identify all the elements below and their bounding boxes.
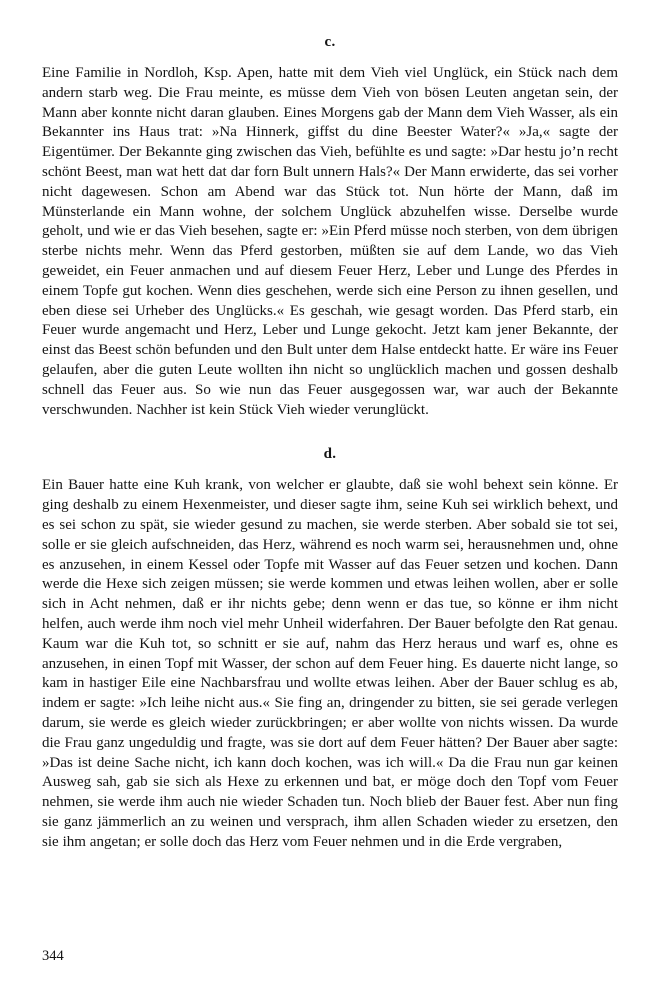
section-heading: c. bbox=[324, 34, 336, 50]
section-heading: d. bbox=[323, 446, 337, 463]
section-paragraph: Ein Bauer hatte eine Kuh krank, von welcher er glaubte, daß sie wohl behext sein könne. Er ging deshalb zu einem Hexenmeister, und dieser sagte ihm, seine Kuh sei wirklich behext, und es sei schon zu spät, sie wieder gesund zu machen, sie werde sterben. Aber sobald sie tot sei, solle er sie gleich aufschneiden, das Herz, während es noch warm sei, herausnehmen und, ohne es anzusehen, in einem Kessel oder Topfe mit Wasser auf das Feuer setzen und kochen. Dann werde die Hexe sich zeigen müssen; sie werde kommen und etwas leihen wollen, aber er solle sich in Acht nehmen, daß er ihr nichts gebe; denn wenn er das tue, so könne er ihm nicht helfen, auch werde ihm noch viel mehr Unheil widerfahren. Der Bauer befolgte den Rat genau. Kaum war die Kuh tot, so schnitt er sie auf, nahm das Herz heraus und warf es, ohne es anzusehen, in einen Topf mit Wasser, der schon auf dem Feuer hing. Es dauerte nicht lange, so kam in hastiger Eile eine Nachbarsfrau und wollte etwas leihen. Aber der Bauer schlug es ab, indem er sagte: »Ich leihe nicht aus.« Sie fing an, dringender zu bitten, sie sei gerade verlegen darum, sie werde es gleich wieder zurückbringen; er aber wollte von nichts wissen. Da wurde die Frau ganz ungeduldig und fragte, was sie dort auf dem Feuer hätten? Der Bauer aber sagte: »Das ist deine Sache nicht, ich kann doch kochen, was ich will.« Da die Frau nun gar keinen Ausweg sah, gab sie sich als Hexe zu erkennen und bat, er möge doch den Topf vom Feuer nehmen, sie werde ihm auch nie wieder Schaden tun. Noch blieb der Bauer fest. Aber nun fing sie ganz jämmerlich an zu weinen und versprach, ihm allen Schaden wieder zu ersetzen, den sie ihm angetan; er solle doch das Herz vom Feuer nehmen und in die Erde vergraben, bbox=[42, 477, 618, 850]
story-section-c bbox=[42, 34, 618, 420]
section-paragraph: Eine Familie in Nordloh, Ksp. Apen, hatte mit dem Vieh viel Unglück, ein Stück nach dem andern starb weg. Die Frau meinte, es müsse dem Vieh von bösen Leuten angetan sein, der Mann aber konnte nicht daran glauben. Eines Morgens gab der Mann dem Vieh Wasser, als ein Bekannter ins Haus trat: »Na Hinnerk, giffst du dine Beester Water?« »Ja,« sagte der Eigentümer. Der Bekannte ging zwischen das Vieh, befühlte es und sagte: »Dar hestu jo’n recht schönt Beest, man wat hett dat dar forn Bult unnern Hals?« Der Mann erwiderte, das sei vorher nicht dagewesen. Schon am Abend war das Stück tot. Nun hörte der Mann, daß im Münsterlande ein Mann wohne, der solchem Unglück abzuhelfen wisse. Derselbe wurde geholt, und wie er das Vieh besehen, sagte er: »Ein Pferd müsse noch sterben, von dem übrigen sterbe nichts mehr. Wenn das Pferd gestorben, müßten sie auf dem Lande, wo das Vieh geweidet, ein Feuer anmachen und auf diesem Feuer Herz, Leber und Lunge des Pferdes in einem Topfe gut kochen. Wenn dies geschehen, werde sich eine Person zu ihnen gesellen, und eben diese sei Urheber des Unglücks.« Es geschah, wie gesagt worden. Das Pferd starb, ein Feuer wurde angemacht und Herz, Leber und Lunge gekocht. Jetzt kam jener Bekannte, der einst das Beest schön befunden und den Bult unter dem Halse entdeckt hatte. Er wäre ins Feuer gelaufen, aber die guten Leute wollten ihn nicht so unglücklich machen und gossen deshalb schnell das Feuer aus. So wie nun das Feuer ausgegossen war, war auch der Bekannte verschwunden. Nachher ist kein Stück Vieh wieder verunglückt. bbox=[42, 65, 618, 418]
page-number: 344 bbox=[42, 948, 64, 964]
story-section-d bbox=[42, 446, 618, 852]
